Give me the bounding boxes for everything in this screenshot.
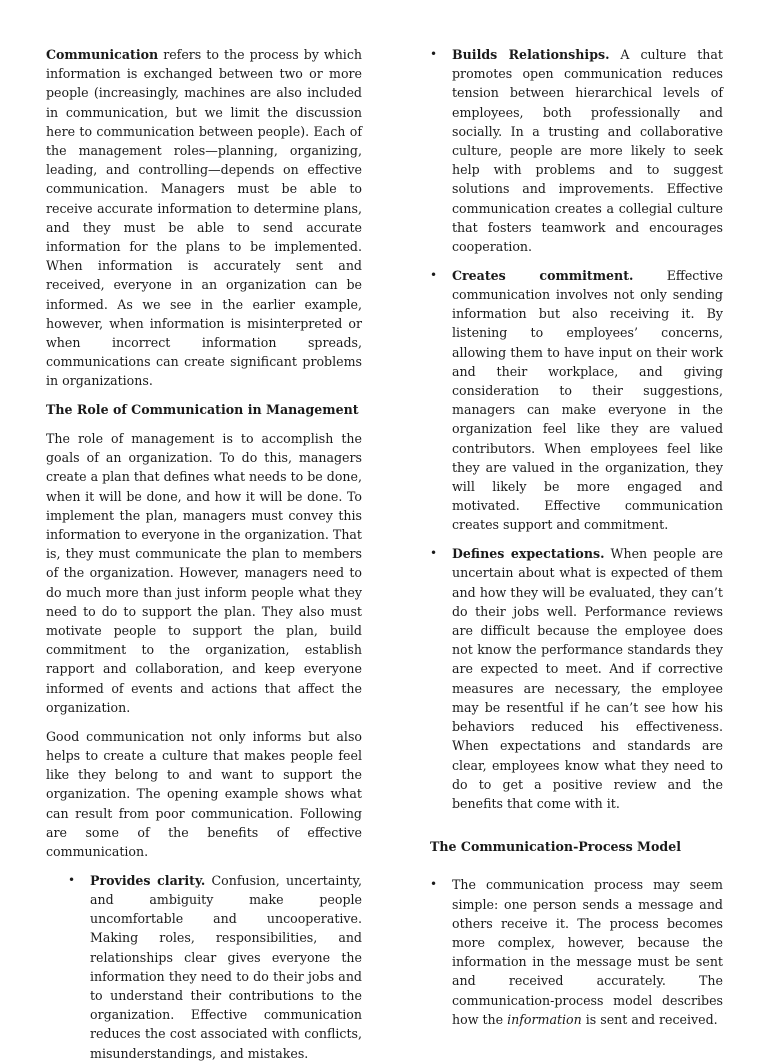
bullet-icon: • — [430, 546, 438, 561]
list-item-text: A culture that promotes open communication reduces tension between hierarchical levels of employees, both professionally and socially. In a trusting and collaborative culture, people are more likely to seek help with problems and to suggest solutions and improvements. Effective communication creates a collegial culture that fosters teamwork and encourages cooperation. — [452, 47, 723, 255]
list-item-builds-relationships — [430, 45, 723, 256]
section-heading-process-model: The Communication-Process Model — [430, 839, 682, 855]
bullet-icon: • — [430, 47, 438, 61]
list-item-creates-commitment — [430, 266, 723, 535]
list-item-title: Provides clarity. — [90, 872, 206, 888]
benefits-list-left — [46, 871, 362, 1063]
role-paragraph: The role of management is to accomplish the goals of an organization. To do this, managers create a plan that defines what needs to be done, when it will be done, and how it will be done. To implement the plan, managers must convey this information to everyone in the organization. That is, they must communicate the plan to members of the organization. However, managers need to do much more than just inform people what they need to do to support the plan. They also must motivate people to support the plan, build commitment to the organization, establish rapport and collaboration, and keep everyone informed of events and actions that affect the organization. — [46, 431, 362, 715]
process-text-before: The communication process may seem simple: one person sends a message and others receive it. The process becomes more complex, however, because the information in the message must be sent and received accurately. The communication-process model describes how the — [452, 877, 723, 1027]
list-item-text: Effective communication involves not only sending information but also receiving it. By listening to employees’ concerns, allowing them to have input on their work and their workplace, and giving consideration to their suggestions, managers can make everyone in the organization feel like they are valued contributors. When employees feel like they are valued in the organization, they will likely be more engaged and motivated. Effective communication creates support and commitment. — [452, 267, 723, 533]
list-item-title: Defines expectations. — [452, 546, 605, 562]
list-item-process — [430, 875, 723, 1029]
left-column — [46, 45, 362, 1063]
intro-term: Communication — [46, 47, 159, 62]
culture-paragraph: Good communication not only informs but also helps to create a culture that makes people feel like they belong to and want to support the organization. The opening example shows what can result from poor communication. Following are some of the benefits of effective communication. — [46, 728, 362, 859]
section-heading-role: The Role of Communication in Management — [46, 402, 359, 418]
list-item-text: When people are uncertain about what is expected of them and how they will be evaluated, they can’t do their jobs well. Performance reviews are difficult because the employee does not know the performance standards they are expected to meet. And if corrective measures are necessary, the employee may be resentful if he can’t see how his behaviors reduced his effectiveness. When expectations and standards are clear, employees know what they need to do to get a positive review and the benefits that come with it. — [452, 546, 723, 811]
process-text-after: is sent and received. — [581, 1011, 718, 1027]
list-item-title: Creates commitment. — [452, 267, 634, 283]
list-item-provides-clarity — [68, 871, 362, 1063]
bullet-icon: • — [430, 267, 438, 282]
list-item-title: Builds Relationships. — [452, 47, 610, 62]
process-list — [430, 875, 723, 1029]
process-text-italic: information — [507, 1011, 582, 1027]
bullet-icon: • — [68, 872, 76, 887]
list-item-text: Confusion, uncertainty, and ambiguity make people uncomfortable and uncooperative. Making roles, responsibilities, and relationships clear gives everyone the information they need to do their jobs and to understand their contributions to the organization. Effective communication reduces the cost associated with conflicts, misunderstandings, and mistakes. — [90, 872, 362, 1061]
right-column — [430, 45, 723, 1029]
intro-text: refers to the process by which information is exchanged between two or more people (increasingly, machines are also included in communication, but we limit the discussion here to communication between people). Each of the management roles—planning, organizing, leading, and controlling—depends on effective communication. Managers must be able to receive accurate information to determine plans, and they must be able to send accurate information for the plans to be implemented. When information is accurately sent and received, everyone in an organization can be informed. As we see in the earlier example, however, when information is misinterpreted or when incorrect information spreads, communications can create significant problems in organizations. — [46, 47, 362, 389]
intro-paragraph — [46, 45, 362, 391]
list-item-defines-expectations — [430, 544, 723, 813]
benefits-list-right — [430, 45, 723, 813]
bullet-icon: • — [430, 877, 438, 892]
